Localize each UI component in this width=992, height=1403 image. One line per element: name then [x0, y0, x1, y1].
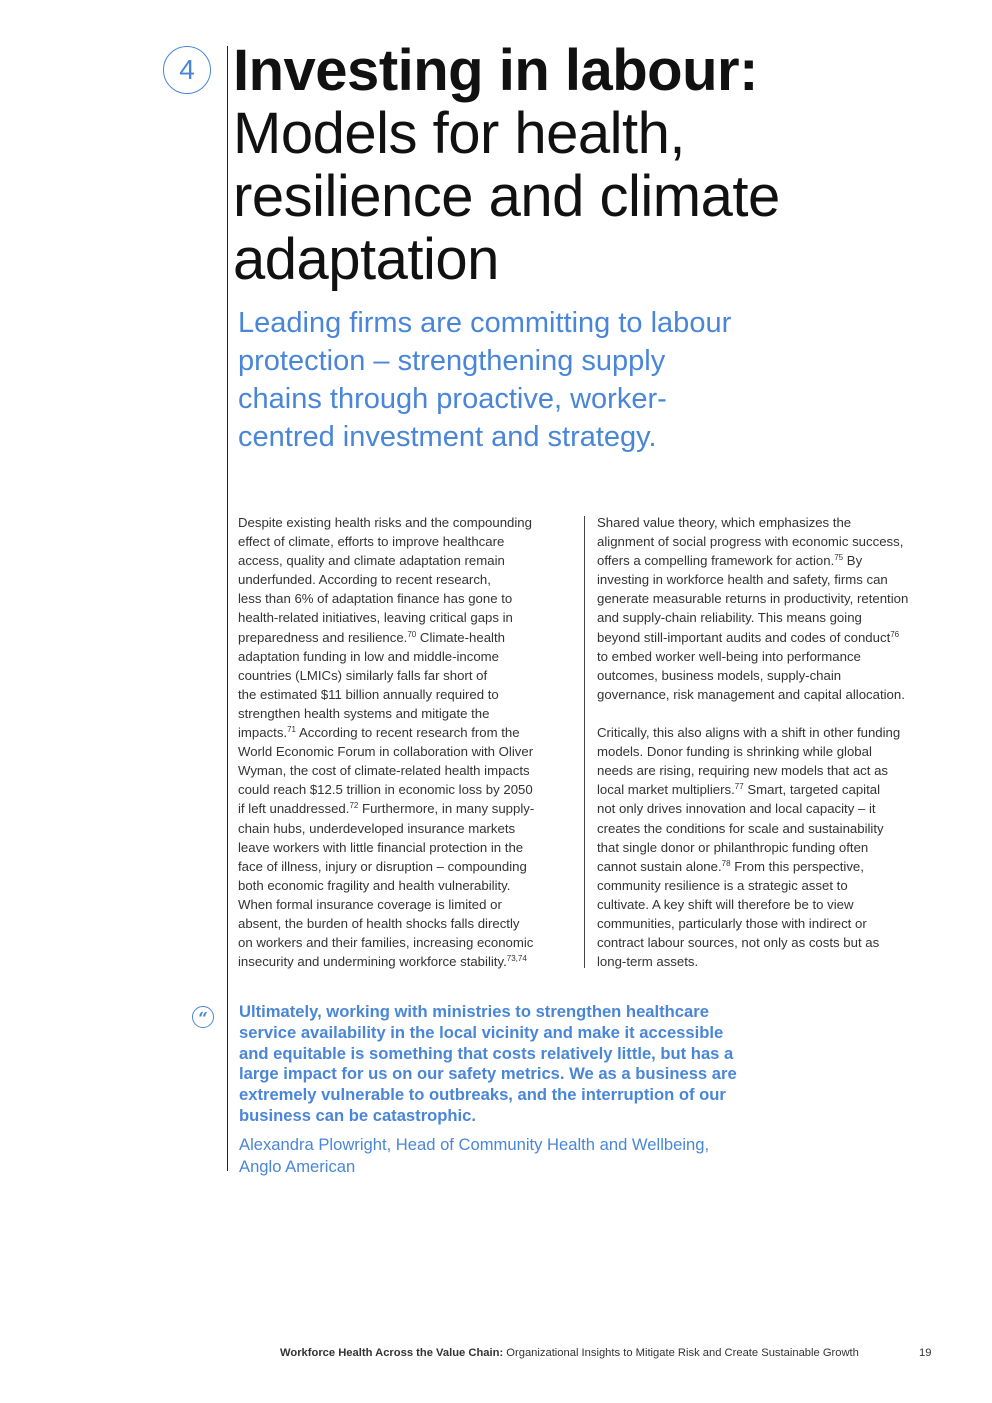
- body-text: on workers and their families, increasing economic: [238, 935, 534, 951]
- paragraph-gap: [597, 704, 937, 723]
- body-text: beyond still-important audits and codes of conduct: [597, 629, 891, 645]
- body-text: Critically, this also aligns with a shift in other funding: [597, 725, 901, 741]
- footnote-ref[interactable]: 72: [349, 801, 359, 811]
- body-line: [238, 838, 568, 857]
- section-divider-line: [227, 46, 228, 1171]
- body-text: cannot sustain alone.: [597, 858, 722, 874]
- body-text: Shared value theory, which emphasizes the: [597, 515, 852, 530]
- body-text: less than 6% of adaptation finance has gone to: [238, 591, 513, 607]
- body-line: [238, 876, 568, 895]
- page-title: Investing in labour:: [233, 38, 758, 103]
- body-line: [238, 761, 568, 780]
- body-text: By: [843, 553, 863, 569]
- lede-line: protection – strengthening supply: [238, 345, 666, 377]
- attribution-line: Alexandra Plowright, Head of Community Health and Wellbeing,: [239, 1135, 710, 1154]
- body-text: Despite existing health risks and the compounding: [238, 515, 532, 530]
- pull-quote: [239, 1002, 737, 1127]
- lede-line: centred investment and strategy.: [238, 421, 657, 453]
- body-text: governance, risk management and capital allocation.: [597, 686, 905, 702]
- attribution-line: Anglo American: [239, 1156, 356, 1176]
- body-line: [597, 647, 937, 666]
- quote-line: and equitable is something that costs relatively little, but has a: [239, 1043, 734, 1063]
- footnote-ref[interactable]: 77: [734, 782, 744, 792]
- body-text: communities, particularly those with indirect or: [597, 915, 867, 931]
- body-text: outcomes, business models, supply-chain: [597, 667, 842, 683]
- body-column-left: [238, 513, 568, 971]
- body-text: models. Donor funding is shrinking while global: [597, 744, 872, 760]
- body-text: effect of climate, efforts to improve healthcare: [238, 534, 505, 550]
- body-text: leave workers with little financial protection in the: [238, 839, 524, 855]
- body-text: chain hubs, underdeveloped insurance markets: [238, 820, 516, 836]
- body-line: [597, 551, 937, 570]
- body-line: [238, 608, 568, 627]
- body-text: health-related initiatives, leaving critical gaps in: [238, 610, 513, 626]
- quote-attribution: [239, 1134, 709, 1177]
- body-text: both economic fragility and health vulnerability.: [238, 877, 511, 893]
- page-subtitle: [233, 102, 873, 291]
- body-line: [238, 628, 568, 647]
- body-line: [238, 551, 568, 570]
- body-text: not only drives innovation and local capacity – it: [597, 801, 876, 817]
- lede-line: chains through proactive, worker-: [238, 383, 667, 415]
- body-text: could reach $12.5 trillion in economic loss by 2050: [238, 782, 533, 798]
- subtitle-line: adaptation: [233, 227, 499, 292]
- body-text: the estimated $11 billion annually required to: [238, 686, 499, 702]
- body-text: offers a compelling framework for action.: [597, 553, 835, 569]
- body-line: [597, 933, 937, 952]
- body-line: [597, 513, 937, 532]
- body-text: countries (LMICs) similarly falls far short of: [238, 667, 488, 683]
- body-line: [597, 742, 937, 761]
- body-text: long-term assets.: [597, 954, 699, 970]
- footer-title: [280, 1347, 859, 1359]
- body-text: creates the conditions for scale and sustainability: [597, 820, 884, 836]
- body-text: contract labour sources, not only as costs but as: [597, 935, 880, 951]
- body-line: [597, 876, 937, 895]
- body-line: [597, 838, 937, 857]
- footnote-ref[interactable]: 70: [407, 629, 417, 639]
- body-line: [597, 761, 937, 780]
- column-divider: [584, 516, 585, 968]
- body-line: [238, 799, 568, 818]
- body-text: local market multipliers.: [597, 782, 735, 798]
- body-text: Climate-health: [416, 629, 505, 645]
- body-line: [597, 532, 937, 551]
- body-text: investing in workforce health and safety, firms can: [597, 572, 888, 588]
- body-text: underfunded. According to recent research,: [238, 572, 491, 588]
- page-number: 19: [919, 1347, 932, 1359]
- body-line: [597, 952, 937, 971]
- body-column-right: [597, 513, 937, 971]
- lede-text: [238, 304, 838, 456]
- body-line: [238, 647, 568, 666]
- body-line: [238, 704, 568, 723]
- body-line: [238, 589, 568, 608]
- footnote-ref[interactable]: 75: [834, 553, 844, 563]
- body-line: [597, 628, 937, 647]
- body-text: generate measurable returns in productivity, retention: [597, 591, 909, 607]
- body-text: Smart, targeted capital: [743, 782, 881, 798]
- body-line: [238, 780, 568, 799]
- footnote-ref[interactable]: 78: [721, 858, 731, 868]
- body-line: [597, 723, 937, 742]
- body-line: [597, 780, 937, 799]
- body-text: that single donor or philanthropic funding often: [597, 839, 869, 855]
- subtitle-line: Models for health,: [233, 101, 686, 166]
- body-text: and supply-chain reliability. This means going: [597, 610, 862, 626]
- body-line: [597, 570, 937, 589]
- footnote-ref[interactable]: 71: [287, 725, 297, 735]
- body-line: [597, 857, 937, 876]
- body-line: [238, 723, 568, 742]
- body-text: preparedness and resilience.: [238, 629, 408, 645]
- body-line: [238, 914, 568, 933]
- body-text: World Economic Forum in collaboration with Oliver: [238, 744, 534, 760]
- body-text: Wyman, the cost of climate-related health impacts: [238, 763, 530, 779]
- body-line: [238, 532, 568, 551]
- body-line: [238, 952, 568, 971]
- body-text: insecurity and undermining workforce stability.: [238, 954, 507, 970]
- body-line: [238, 895, 568, 914]
- body-line: [597, 914, 937, 933]
- lede-line: Leading firms are committing to labour: [238, 307, 732, 339]
- body-text: According to recent research from the: [296, 725, 520, 741]
- subtitle-line: resilience and climate: [233, 164, 780, 229]
- quote-icon: “: [192, 1006, 214, 1028]
- body-line: [238, 570, 568, 589]
- body-line: [238, 666, 568, 685]
- body-line: [597, 685, 937, 704]
- body-line: [238, 685, 568, 704]
- body-text: When formal insurance coverage is limited or: [238, 896, 502, 912]
- body-line: [597, 895, 937, 914]
- quote-line: extremely vulnerable to outbreaks, and the interruption of our: [239, 1085, 726, 1105]
- quote-line: service availability in the local vicinity and make it accessible: [239, 1022, 724, 1042]
- body-text: alignment of social progress with economic success,: [597, 534, 904, 550]
- body-text: face of illness, injury or disruption – compounding: [238, 858, 527, 874]
- footnote-ref[interactable]: 76: [890, 629, 900, 639]
- body-text: impacts.: [238, 725, 288, 741]
- body-text: needs are rising, requiring new models that act as: [597, 763, 889, 779]
- body-text: adaptation funding in low and middle-income: [238, 648, 499, 664]
- body-line: [238, 933, 568, 952]
- body-text: if left unaddressed.: [238, 801, 350, 817]
- body-line: [238, 857, 568, 876]
- footnote-ref[interactable]: 73,74: [506, 954, 527, 964]
- chapter-number-badge: 4: [163, 46, 211, 94]
- body-line: [597, 608, 937, 627]
- body-text: cultivate. A key shift will therefore be to view: [597, 896, 854, 912]
- body-text: From this perspective,: [730, 858, 864, 874]
- body-line: [597, 666, 937, 685]
- footer-title-rest: Organizational Insights to Mitigate Risk and Create Sustainable Growth: [503, 1347, 859, 1359]
- body-text: community resilience is a strategic asset to: [597, 877, 848, 893]
- body-line: [597, 819, 937, 838]
- body-text: access, quality and climate adaptation remain: [238, 553, 505, 569]
- body-line: [238, 742, 568, 761]
- quote-line: large impact for us on our safety metrics. We as a business are: [239, 1064, 737, 1084]
- body-text: to embed worker well-being into performance: [597, 648, 861, 664]
- body-text: absent, the burden of health shocks falls directly: [238, 915, 520, 931]
- quote-line: Ultimately, working with ministries to strengthen healthcare: [239, 1002, 709, 1021]
- body-line: [597, 589, 937, 608]
- body-text: Furthermore, in many supply-: [358, 801, 535, 817]
- body-text: strengthen health systems and mitigate the: [238, 705, 490, 721]
- quote-line: business can be catastrophic.: [239, 1105, 477, 1125]
- body-line: [238, 819, 568, 838]
- body-line: [238, 513, 568, 532]
- footer-title-bold: Workforce Health Across the Value Chain:: [280, 1347, 504, 1359]
- body-line: [597, 799, 937, 818]
